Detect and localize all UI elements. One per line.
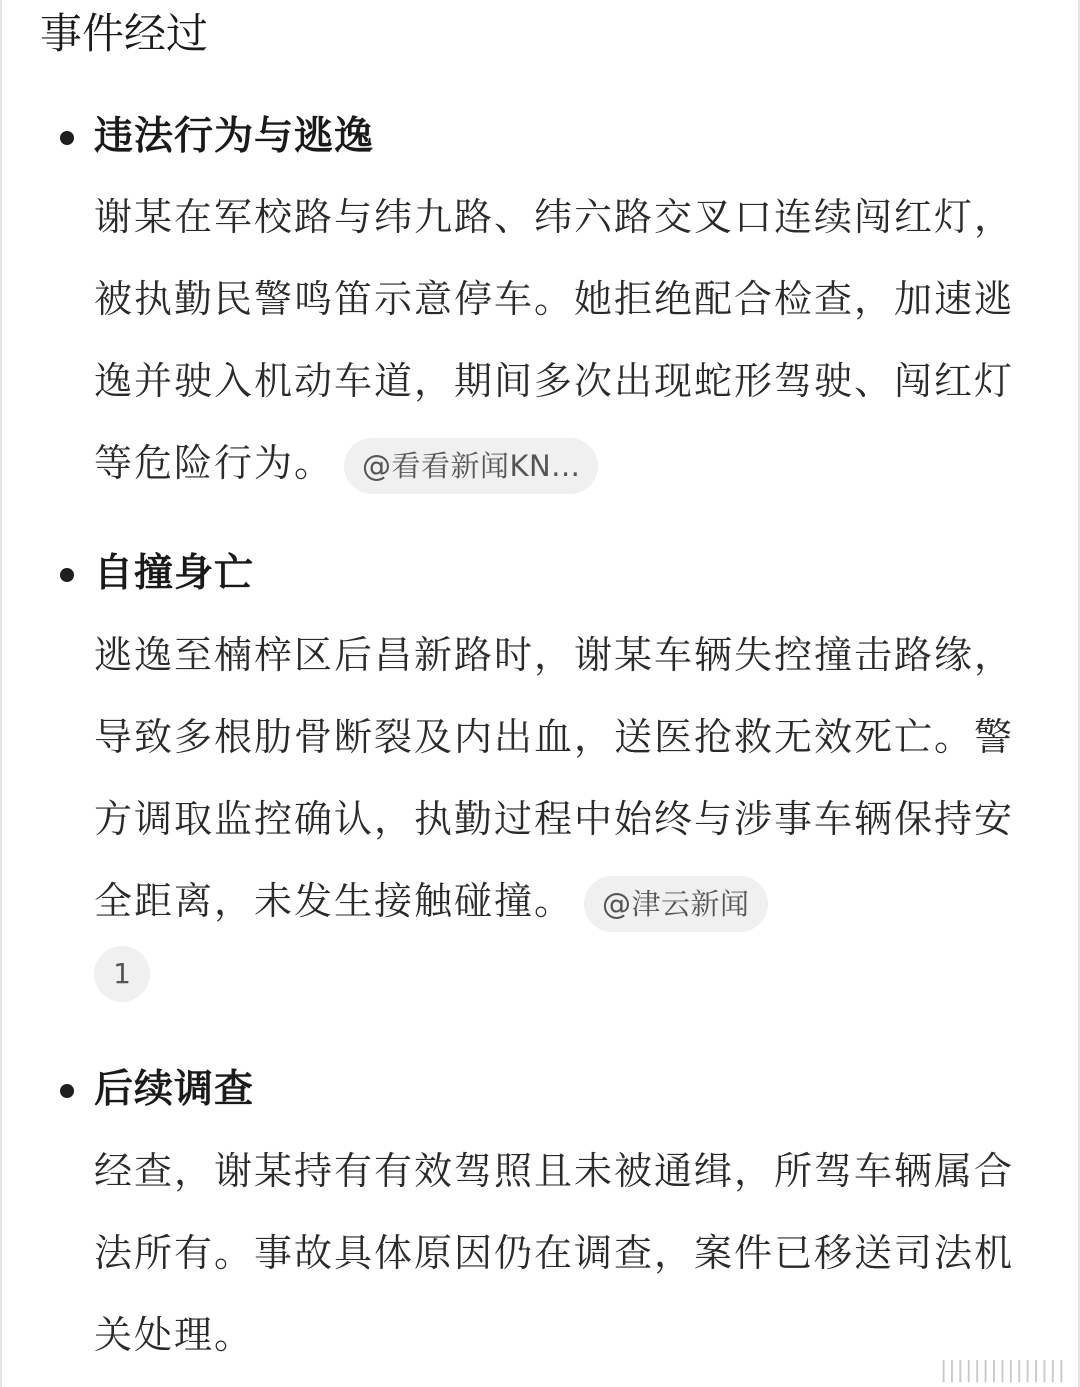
bullet-icon — [60, 131, 74, 145]
section-body-text: 逃逸至楠梓区后昌新路时，谢某车辆失控撞击路缘，导致多根肋骨断裂及内出血，送医抢救无效死亡。警方调取监控确认，执勤过程中始终与涉事车辆保持安全距离，未发生接触碰撞。 — [94, 633, 1015, 923]
source-chip[interactable]: @看看新闻KN... — [344, 438, 598, 494]
page-title: 事件经过 — [40, 9, 209, 58]
left-frame-border — [0, 0, 2, 1387]
bullet-icon — [60, 1084, 74, 1098]
bullet-icon — [60, 568, 74, 582]
section-title: 自撞身亡 — [94, 551, 255, 596]
section-body: 经查，谢某持有有效驾照且未被通缉，所驾车辆属合法所有。事故具体原因仍在调查，案件已移送司法机关处理。 — [94, 1149, 1015, 1357]
section-title: 后续调查 — [94, 1067, 255, 1112]
watermark: ||||||||||||||| — [939, 1358, 1066, 1383]
section-body — [94, 614, 1044, 942]
footnote-chip[interactable]: 1 — [94, 946, 150, 1002]
section-body — [94, 176, 1044, 504]
source-chip[interactable]: @津云新闻 — [584, 876, 768, 932]
section-body-text: 谢某在军校路与纬九路、纬六路交叉口连续闯红灯，被执勤民警鸣笛示意停车。她拒绝配合检查，加速逃逸并驶入机动车道，期间多次出现蛇形驾驶、闯红灯等危险行为。 — [94, 195, 1015, 485]
section-title: 违法行为与逃逸 — [94, 114, 375, 159]
